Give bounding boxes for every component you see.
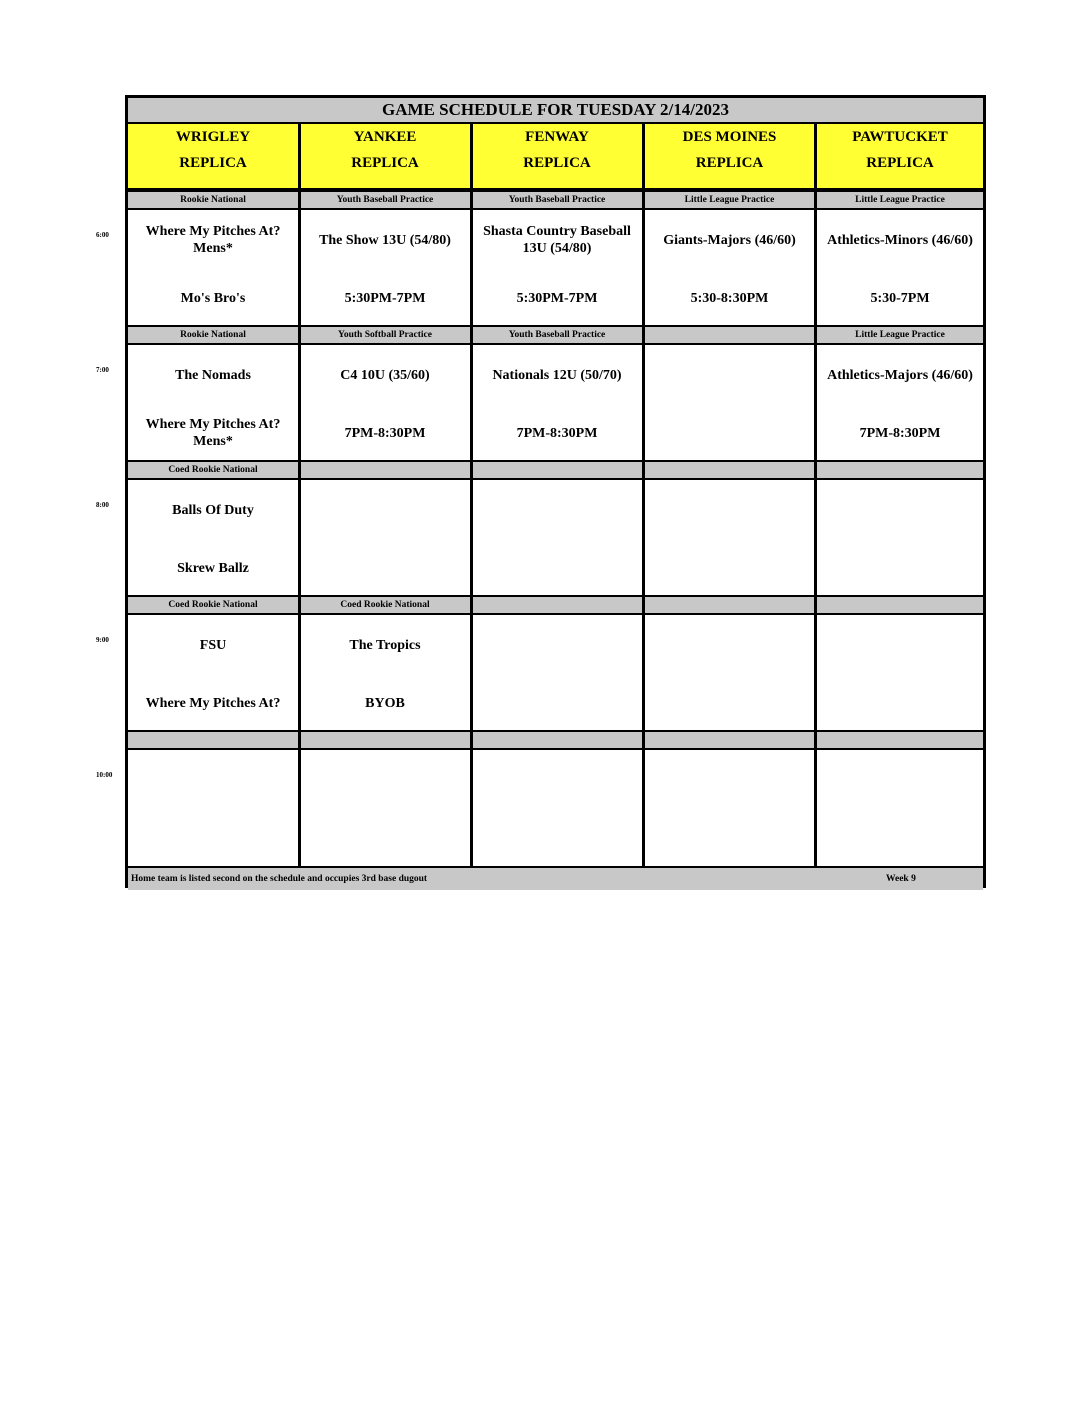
- schedule-cell: [472, 750, 642, 864]
- cell-bottom-entry: [820, 548, 980, 588]
- column-divider: [814, 124, 817, 866]
- cell-bottom-entry: [475, 683, 639, 723]
- cell-bottom-entry: 5:30-8:30PM: [690, 290, 769, 306]
- schedule-title: GAME SCHEDULE FOR TUESDAY 2/14/2023: [128, 98, 983, 124]
- cell-top-entry: [647, 490, 812, 530]
- division-label: [300, 460, 470, 480]
- division-label: [472, 595, 642, 615]
- cell-top-entry: [820, 490, 980, 530]
- cell-top-entry: The Nomads: [175, 367, 251, 383]
- cell-bottom-entry: 7PM-8:30PM: [516, 425, 598, 441]
- schedule-cell: [128, 750, 298, 864]
- cell-bottom-entry: Mo's Bro's: [180, 290, 246, 306]
- schedule-cell: [644, 480, 815, 594]
- cell-top-entry: [820, 625, 980, 665]
- field-name: YANKEE: [353, 129, 417, 145]
- schedule-footer: [128, 866, 983, 890]
- schedule-cell: [644, 615, 815, 729]
- cell-bottom-entry: [303, 818, 467, 858]
- schedule-cell: [128, 615, 298, 729]
- cell-bottom-entry: [647, 413, 812, 453]
- division-label: Youth Softball Practice: [300, 325, 470, 345]
- cell-bottom-entry: [820, 818, 980, 858]
- schedule-cell: [300, 615, 470, 729]
- cell-bottom-entry: 5:30PM-7PM: [344, 290, 426, 306]
- cell-bottom-entry: Skrew Ballz: [177, 560, 249, 576]
- cell-top-entry: Athletics-Minors (46/60): [827, 232, 973, 248]
- cell-top-entry: [131, 760, 295, 800]
- division-label: Youth Baseball Practice: [472, 190, 642, 210]
- column-divider: [642, 124, 645, 866]
- division-label: Little League Practice: [644, 190, 815, 210]
- division-label: Little League Practice: [817, 190, 983, 210]
- time-label: 6:00: [96, 231, 109, 239]
- division-label: [644, 595, 815, 615]
- cell-top-entry: FSU: [199, 637, 227, 653]
- division-label: [472, 730, 642, 750]
- cell-top-entry: Athletics-Majors (46/60): [827, 367, 973, 383]
- cell-top-entry: [647, 355, 812, 395]
- schedule-cell: [128, 480, 298, 594]
- division-label: Coed Rookie National: [128, 595, 298, 615]
- cell-top-entry: [475, 625, 639, 665]
- cell-top-entry: [475, 490, 639, 530]
- division-label: [644, 460, 815, 480]
- time-label: 8:00: [96, 501, 109, 509]
- cell-top-entry: Giants-Majors (46/60): [663, 232, 796, 248]
- schedule-cell: [300, 345, 470, 459]
- schedule-cell: [644, 210, 815, 324]
- cell-bottom-entry: 5:30PM-7PM: [516, 290, 598, 306]
- division-label: [644, 730, 815, 750]
- division-label: Youth Baseball Practice: [472, 325, 642, 345]
- time-label: 9:00: [96, 636, 109, 644]
- schedule-table: [125, 95, 986, 888]
- schedule-cell: [128, 345, 298, 459]
- field-header-0: [128, 124, 298, 190]
- division-label: Rookie National: [128, 190, 298, 210]
- schedule-cell: [472, 480, 642, 594]
- cell-bottom-entry: [647, 683, 812, 723]
- schedule-cell: [472, 615, 642, 729]
- cell-bottom-entry: [131, 818, 295, 858]
- division-label: Coed Rookie National: [300, 595, 470, 615]
- cell-bottom-entry: [647, 818, 812, 858]
- cell-top-entry: Balls Of Duty: [172, 502, 254, 518]
- division-label: Rookie National: [128, 325, 298, 345]
- schedule-cell: [300, 750, 470, 864]
- cell-top-entry: The Show 13U (54/80): [319, 232, 451, 248]
- cell-bottom-entry: 7PM-8:30PM: [344, 425, 426, 441]
- week-label: Week 9: [886, 874, 916, 884]
- schedule-cell: [644, 750, 815, 864]
- cell-bottom-entry: [647, 548, 812, 588]
- cell-bottom-entry: 7PM-8:30PM: [859, 425, 941, 441]
- cell-top-entry: Where My Pitches At? Mens*: [145, 224, 281, 256]
- schedule-cell: [300, 480, 470, 594]
- field-name: PAWTUCKET: [852, 129, 948, 145]
- cell-bottom-entry: 5:30-7PM: [870, 290, 930, 306]
- column-divider: [298, 124, 301, 866]
- division-label: [817, 730, 983, 750]
- division-label: Coed Rookie National: [128, 460, 298, 480]
- schedule-cell: [644, 345, 815, 459]
- division-label: [817, 460, 983, 480]
- division-label: [817, 595, 983, 615]
- column-divider: [470, 124, 473, 866]
- schedule-cell: [472, 345, 642, 459]
- footer-note: Home team is listed second on the schedule and occupies 3rd base dugout: [131, 874, 428, 884]
- cell-bottom-entry: [475, 818, 639, 858]
- cell-bottom-entry: [820, 683, 980, 723]
- time-label: 10:00: [96, 771, 113, 779]
- cell-bottom-entry: [475, 548, 639, 588]
- cell-top-entry: [647, 625, 812, 665]
- division-label: Little League Practice: [817, 325, 983, 345]
- cell-top-entry: [303, 490, 467, 530]
- cell-bottom-entry: BYOB: [365, 695, 405, 711]
- schedule-cell: [817, 750, 983, 864]
- schedule-cell: [300, 210, 470, 324]
- division-label: [300, 730, 470, 750]
- field-header-3: [644, 124, 815, 190]
- schedule-cell: [817, 615, 983, 729]
- field-name: FENWAY: [525, 129, 589, 145]
- cell-top-entry: [647, 760, 812, 800]
- field-subtitle: REPLICA: [179, 155, 247, 171]
- field-subtitle: REPLICA: [695, 155, 764, 171]
- cell-top-entry: [303, 760, 467, 800]
- field-subtitle: REPLICA: [351, 155, 419, 171]
- division-label: [128, 730, 298, 750]
- cell-top-entry: [820, 760, 980, 800]
- field-header-1: [300, 124, 470, 190]
- division-label: [472, 460, 642, 480]
- cell-bottom-entry: Where My Pitches At?: [145, 695, 281, 711]
- cell-top-entry: The Tropics: [349, 637, 421, 653]
- division-label: [644, 325, 815, 345]
- field-header-2: [472, 124, 642, 190]
- schedule-cell: [128, 210, 298, 324]
- time-label: 7:00: [96, 366, 109, 374]
- cell-top-entry: C4 10U (35/60): [340, 367, 430, 383]
- cell-bottom-entry: [303, 548, 467, 588]
- schedule-cell: [472, 210, 642, 324]
- field-name: WRIGLEY: [175, 129, 251, 145]
- division-label: Youth Baseball Practice: [300, 190, 470, 210]
- field-subtitle: REPLICA: [523, 155, 591, 171]
- schedule-cell: [817, 480, 983, 594]
- cell-top-entry: Nationals 12U (50/70): [492, 367, 622, 383]
- field-header-4: [817, 124, 983, 190]
- cell-bottom-entry: Where My Pitches At? Mens*: [145, 417, 281, 449]
- cell-top-entry: [475, 760, 639, 800]
- field-name: DES MOINES: [682, 129, 777, 145]
- schedule-cell: [817, 345, 983, 459]
- cell-top-entry: Shasta Country Baseball 13U (54/80): [483, 224, 631, 256]
- field-subtitle: REPLICA: [866, 155, 934, 171]
- schedule-cell: [817, 210, 983, 324]
